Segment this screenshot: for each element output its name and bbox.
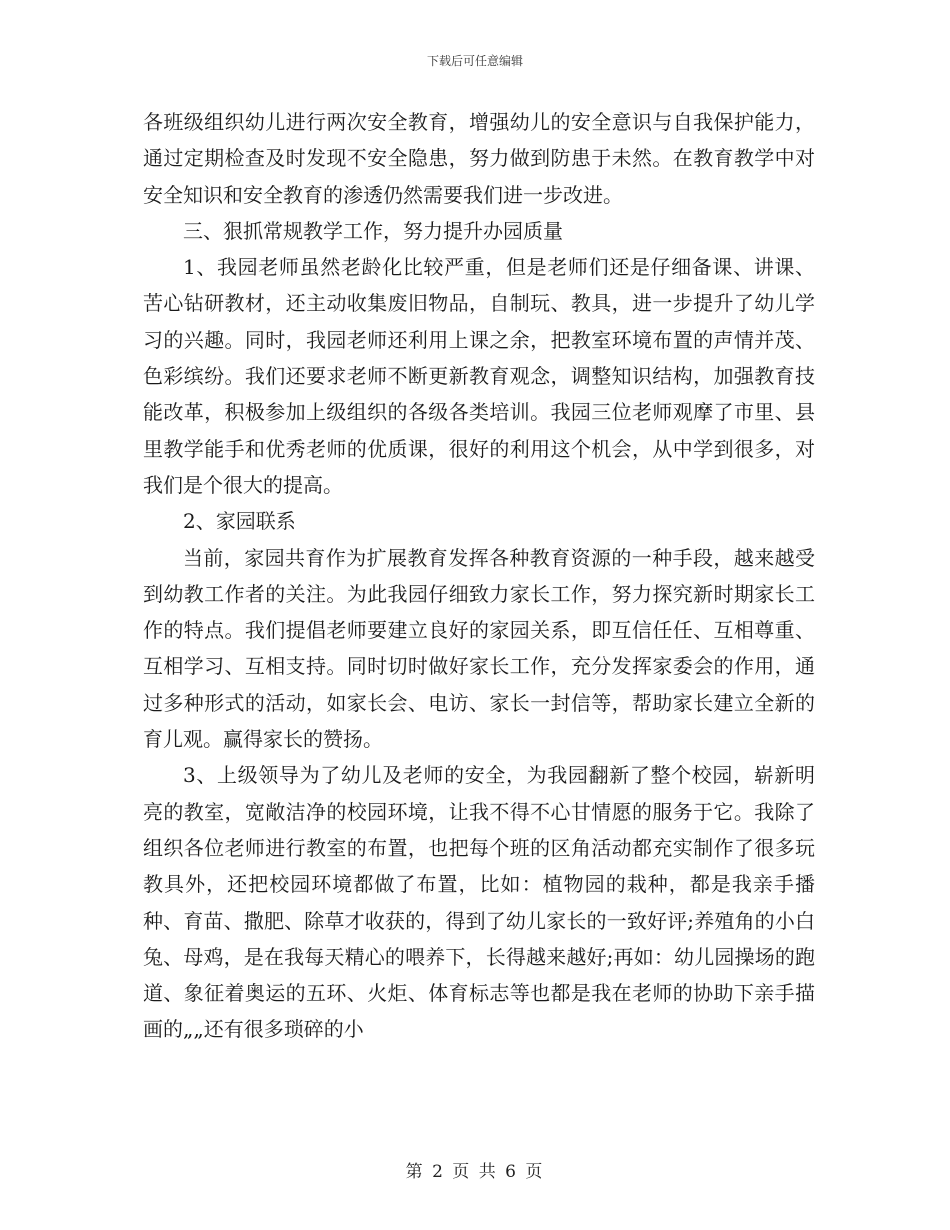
- paragraph-campus-renovation: 3、上级领导为了幼儿及老师的安全，为我园翻新了整个校园，崭新明亮的教室，宽敞洁净的校园环境，让我不得不心甘情愿的服务于它。我除了组织各位老师进行教室的布置，也把每个班的区角活动都充实制作了很多玩教具外，还把校园环境都做了布置，比如：植物园的栽种，都是我亲手播种、育苗、撒肥、除草才收获的，得到了幼儿家长的一致好评;养殖角的小白兔、母鸡，是在我每天精心的喂养下，长得越来越好;再如：幼儿园操场的跑道、象征着奥运的五环、火炬、体育标志等也都是我在老师的协助下亲手描画的„„还有很多琐碎的小: [143, 763, 815, 1042]
- page-header: 下载后可任意编辑: [426, 54, 523, 68]
- subheading-home-school: 2、家园联系: [183, 509, 296, 534]
- paragraph-teachers: 1、我园老师虽然老龄化比较严重，但是老师们还是仔细备课、讲课、苦心钻研教材，还主动收集废旧物品，自制玩、教具，进一步提升了幼儿学习的兴趣。同时，我园老师还利用上课之余，把教室环境布置的声情并茂、色彩缤纷。我们还要求老师不断更新教育观念，调整知识结构，加强教育技能改革，积极参加上级组织的各级各类培训。我园三位老师观摩了市里、县里教学能手和优秀老师的优质课，很好的利用这个机会，从中学到很多，对我们是个很大的提高。: [143, 255, 815, 497]
- page-footer: 第 2 页 共 6 页: [405, 1162, 545, 1182]
- paragraph-home-school: 当前，家园共育作为扩展教育发挥各种教育资源的一种手段，越来越受到幼教工作者的关注。为此我园仔细致力家长工作，努力探究新时期家长工作的特点。我们提倡老师要建立良好的家园关系，即互信任任、互相尊重、互相学习、互相支持。同时切时做好家长工作，充分发挥家委会的作用，通过多种形式的活动，如家长会、电访、家长一封信等，帮助家长建立全新的育儿观。赢得家长的赞扬。: [143, 545, 815, 752]
- paragraph-safety-education: 各班级组织幼儿进行两次安全教育，增强幼儿的安全意识与自我保护能力，通过定期检查及时发现不安全隐患，努力做到防患于未然。在教育教学中对安全知识和安全教育的渗透仍然需要我们进一步改进。: [143, 110, 815, 207]
- section-heading-teaching-quality: 三、狠抓常规教学工作，努力提升办园质量: [183, 218, 563, 243]
- body-text: [143, 104, 815, 1048]
